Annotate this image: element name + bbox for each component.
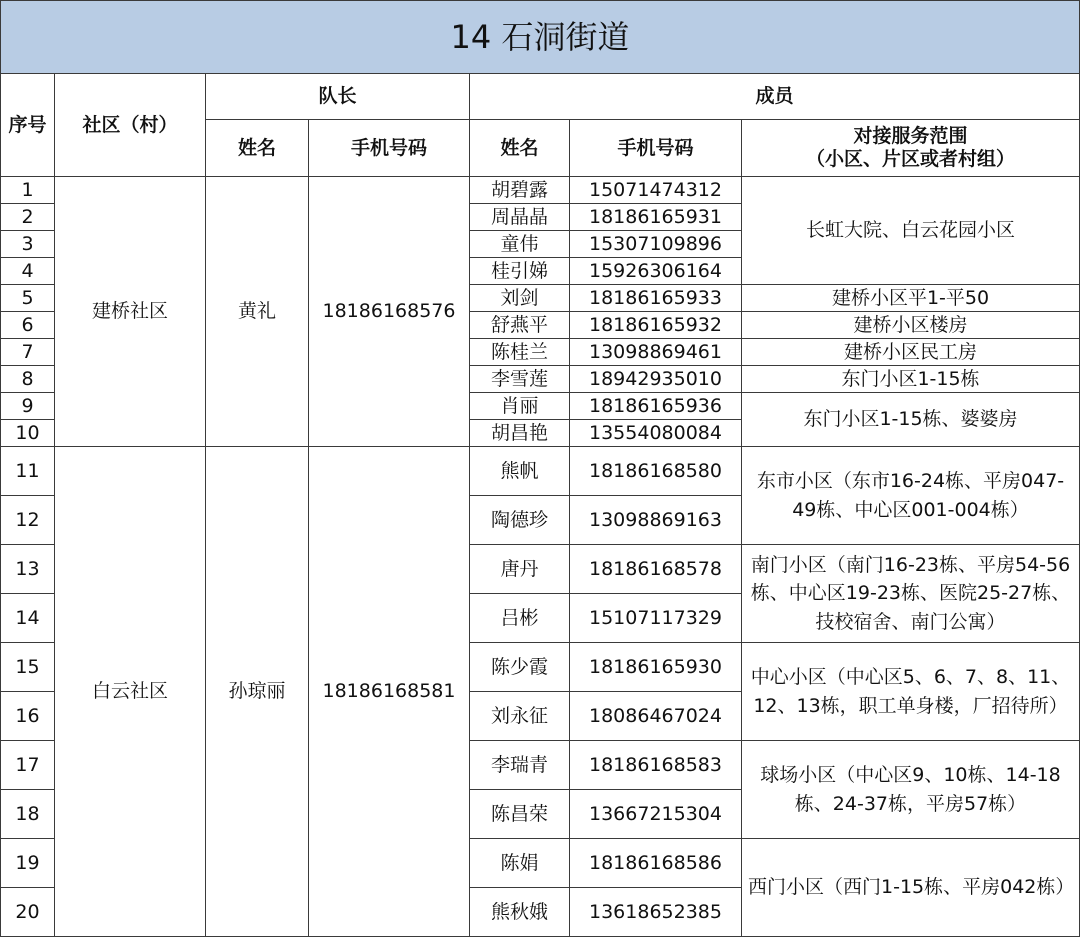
member-name-cell: 周晶晶 bbox=[470, 204, 570, 231]
member-phone-cell: 13618652385 bbox=[570, 888, 742, 937]
header-scope-line2: （小区、片区或者村组） bbox=[805, 148, 1015, 170]
header-scope bbox=[742, 120, 1080, 177]
member-phone-cell: 13554080084 bbox=[570, 420, 742, 447]
member-phone-cell: 13098869461 bbox=[570, 339, 742, 366]
member-phone-cell: 15307109896 bbox=[570, 231, 742, 258]
member-name-cell: 桂引娣 bbox=[470, 258, 570, 285]
community-cell: 白云社区 bbox=[55, 447, 206, 937]
member-name-cell: 熊秋娥 bbox=[470, 888, 570, 937]
member-name-cell: 胡碧露 bbox=[470, 177, 570, 204]
member-name-cell: 刘永征 bbox=[470, 692, 570, 741]
member-phone-cell: 13667215304 bbox=[570, 790, 742, 839]
scope-cell: 西门小区（西门1-15栋、平房042栋） bbox=[742, 839, 1080, 937]
header-member-name: 姓名 bbox=[470, 120, 570, 177]
seq-cell: 15 bbox=[1, 643, 55, 692]
seq-cell: 12 bbox=[1, 496, 55, 545]
header-leader-name: 姓名 bbox=[206, 120, 309, 177]
seq-cell: 14 bbox=[1, 594, 55, 643]
member-name-cell: 陈桂兰 bbox=[470, 339, 570, 366]
seq-cell: 10 bbox=[1, 420, 55, 447]
leader-name-cell: 黄礼 bbox=[206, 177, 309, 447]
header-scope-line1: 对接服务范围 bbox=[853, 125, 968, 148]
header-community: 社区（村） bbox=[55, 74, 206, 177]
seq-cell: 2 bbox=[1, 204, 55, 231]
seq-cell: 8 bbox=[1, 366, 55, 393]
member-name-cell: 李瑞青 bbox=[470, 741, 570, 790]
header-member-phone: 手机号码 bbox=[570, 120, 742, 177]
seq-cell: 11 bbox=[1, 447, 55, 496]
member-phone-cell: 18186165936 bbox=[570, 393, 742, 420]
scope-cell: 建桥小区民工房 bbox=[742, 339, 1080, 366]
seq-cell: 7 bbox=[1, 339, 55, 366]
seq-cell: 5 bbox=[1, 285, 55, 312]
leader-phone-cell: 18186168581 bbox=[309, 447, 470, 937]
scope-cell: 建桥小区楼房 bbox=[742, 312, 1080, 339]
member-name-cell: 肖丽 bbox=[470, 393, 570, 420]
member-phone-cell: 15107117329 bbox=[570, 594, 742, 643]
scope-cell: 长虹大院、白云花园小区 bbox=[742, 177, 1080, 285]
header-members: 成员 bbox=[470, 74, 1080, 120]
member-phone-cell: 15071474312 bbox=[570, 177, 742, 204]
scope-cell: 东门小区1-15栋、婆婆房 bbox=[742, 393, 1080, 447]
seq-cell: 16 bbox=[1, 692, 55, 741]
seq-cell: 1 bbox=[1, 177, 55, 204]
table-row bbox=[1, 177, 1080, 204]
seq-cell: 3 bbox=[1, 231, 55, 258]
member-name-cell: 唐丹 bbox=[470, 545, 570, 594]
seq-cell: 19 bbox=[1, 839, 55, 888]
header-leader: 队长 bbox=[206, 74, 470, 120]
scope-cell: 球场小区（中心区9、10栋、14-18栋、24-37栋，平房57栋） bbox=[742, 741, 1080, 839]
seq-cell: 4 bbox=[1, 258, 55, 285]
member-name-cell: 童伟 bbox=[470, 231, 570, 258]
member-name-cell: 陈昌荣 bbox=[470, 790, 570, 839]
scope-cell: 东门小区1-15栋 bbox=[742, 366, 1080, 393]
seq-cell: 6 bbox=[1, 312, 55, 339]
leader-phone-cell: 18186168576 bbox=[309, 177, 470, 447]
member-name-cell: 陈少霞 bbox=[470, 643, 570, 692]
seq-cell: 17 bbox=[1, 741, 55, 790]
table-title: 14 石洞街道 bbox=[1, 1, 1080, 74]
member-name-cell: 陶德珍 bbox=[470, 496, 570, 545]
scope-cell: 中心小区（中心区5、6、7、8、11、12、13栋，职工单身楼，厂招待所） bbox=[742, 643, 1080, 741]
member-phone-cell: 18186168583 bbox=[570, 741, 742, 790]
member-phone-cell: 18186168586 bbox=[570, 839, 742, 888]
member-phone-cell: 18942935010 bbox=[570, 366, 742, 393]
member-phone-cell: 18186168578 bbox=[570, 545, 742, 594]
seq-cell: 13 bbox=[1, 545, 55, 594]
header-leader-phone: 手机号码 bbox=[309, 120, 470, 177]
member-name-cell: 陈娟 bbox=[470, 839, 570, 888]
member-phone-cell: 18186165931 bbox=[570, 204, 742, 231]
member-name-cell: 舒燕平 bbox=[470, 312, 570, 339]
scope-cell: 南门小区（南门16-23栋、平房54-56栋、中心区19-23栋、医院25-27栋、技校宿舍、南门公寓） bbox=[742, 545, 1080, 643]
table-row bbox=[1, 447, 1080, 496]
scope-cell: 建桥小区平1-平50 bbox=[742, 285, 1080, 312]
member-phone-cell: 18086467024 bbox=[570, 692, 742, 741]
community-cell: 建桥社区 bbox=[55, 177, 206, 447]
member-phone-cell: 18186165930 bbox=[570, 643, 742, 692]
member-phone-cell: 18186168580 bbox=[570, 447, 742, 496]
seq-cell: 20 bbox=[1, 888, 55, 937]
member-name-cell: 吕彬 bbox=[470, 594, 570, 643]
scope-cell: 东市小区（东市16-24栋、平房047-49栋、中心区001-004栋） bbox=[742, 447, 1080, 545]
member-phone-cell: 15926306164 bbox=[570, 258, 742, 285]
header-seq: 序号 bbox=[1, 74, 55, 177]
seq-cell: 9 bbox=[1, 393, 55, 420]
leader-name-cell: 孙琼丽 bbox=[206, 447, 309, 937]
member-name-cell: 熊帆 bbox=[470, 447, 570, 496]
member-name-cell: 李雪莲 bbox=[470, 366, 570, 393]
member-name-cell: 刘剑 bbox=[470, 285, 570, 312]
member-phone-cell: 18186165932 bbox=[570, 312, 742, 339]
seq-cell: 18 bbox=[1, 790, 55, 839]
member-name-cell: 胡昌艳 bbox=[470, 420, 570, 447]
member-phone-cell: 18186165933 bbox=[570, 285, 742, 312]
member-phone-cell: 13098869163 bbox=[570, 496, 742, 545]
